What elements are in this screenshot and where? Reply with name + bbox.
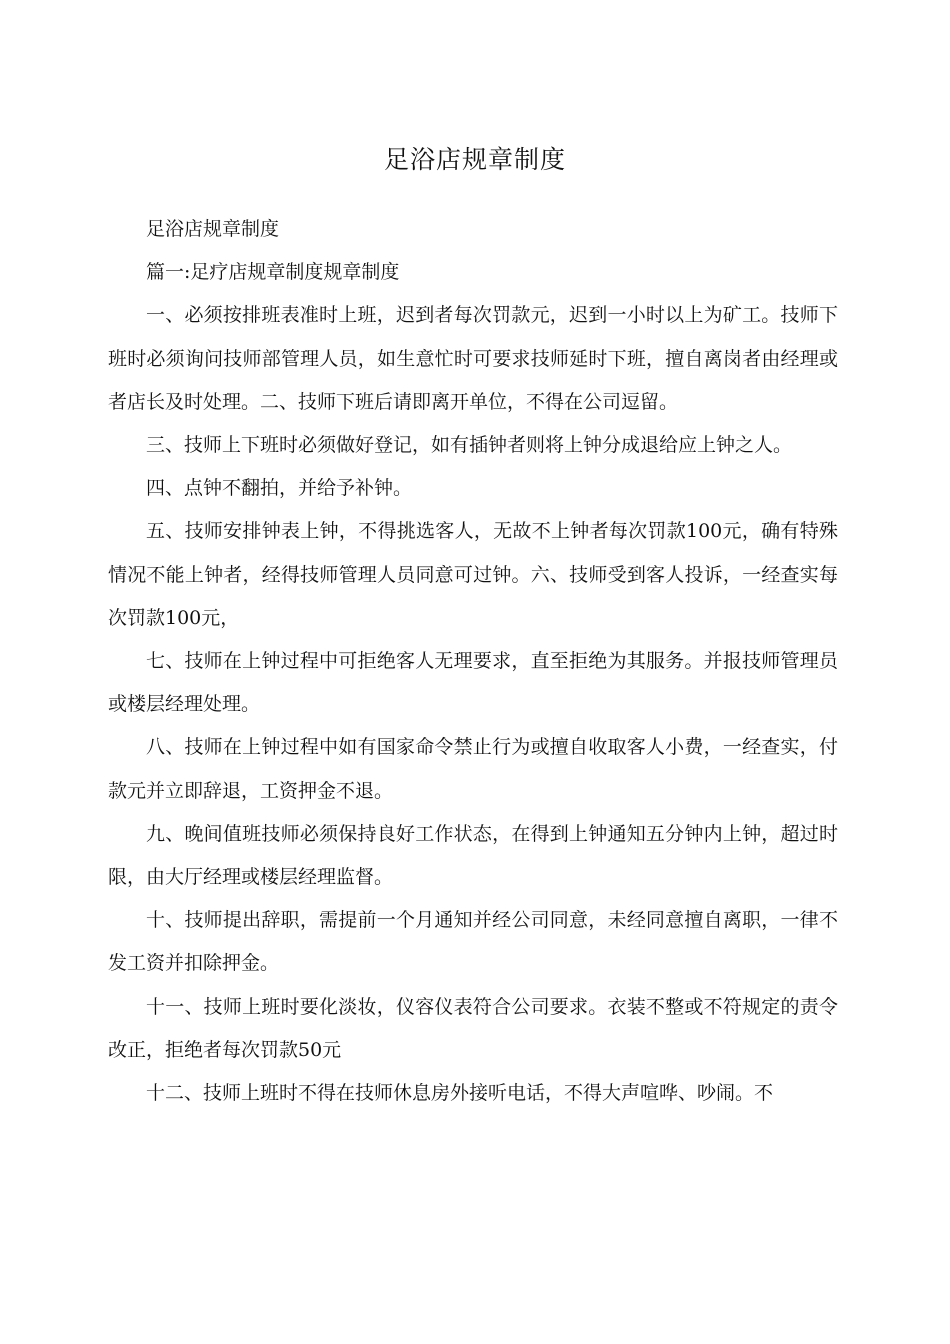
- paragraph-rule-3: 三、技师上下班时必须做好登记，如有插钟者则将上钟分成退给应上钟之人。: [146, 434, 793, 457]
- paragraph-rule-11: 十一、技师上班时要化淡妆，仪容仪表符合公司要求。衣装不整或不符规定的责令改正，拒绝者每次罚款50元: [108, 995, 838, 1061]
- paragraph-rule-12: 十二、技师上班时不得在技师休息房外接听电话，不得大声喧哗、吵闹。不: [146, 1082, 774, 1105]
- paragraph-rule-5-6: 五、技师安排钟表上钟，不得挑选客人，无故不上钟者每次罚款100元，确有特殊情况不能上钟者，经得技师管理人员同意可过钟。六、技师受到客人投诉，一经查实每次罚款100元，: [108, 520, 838, 629]
- paragraph-rule-8: 八、技师在上钟过程中如有国家命令禁止行为或擅自收取客人小费，一经查实，付款元并立即辞退，工资押金不退。: [108, 736, 838, 802]
- document-body: [108, 208, 838, 1115]
- paragraph-rule-4: 四、点钟不翻拍，并给予补钟。: [146, 477, 413, 500]
- paragraph-rule-1-2: 一、必须按排班表准时上班，迟到者每次罚款元，迟到一小时以上为矿工。技师下班时必须询问技师部管理人员，如生意忙时可要求技师延时下班，擅自离岗者由经理或者店长及时处理。二、技师下班后请即离开单位，不得在公司逗留。: [108, 304, 838, 413]
- document-title: 足浴店规章制度: [383, 145, 566, 174]
- paragraph-subtitle: 足浴店规章制度: [146, 218, 280, 240]
- paragraph-rule-7: 七、技师在上钟过程中可拒绝客人无理要求，直至拒绝为其服务。并报技师管理员或楼层经理处理。: [108, 650, 838, 716]
- paragraph-rule-10: 十、技师提出辞职，需提前一个月通知并经公司同意，未经同意擅自离职，一律不发工资并扣除押金。: [108, 909, 838, 975]
- paragraph-rule-9: 九、晚间值班技师必须保持良好工作状态，在得到上钟通知五分钟内上钟，超过时限，由大厅经理或楼层经理监督。: [108, 822, 838, 889]
- paragraph-chapter-heading: 篇一:足疗店规章制度规章制度: [146, 261, 400, 284]
